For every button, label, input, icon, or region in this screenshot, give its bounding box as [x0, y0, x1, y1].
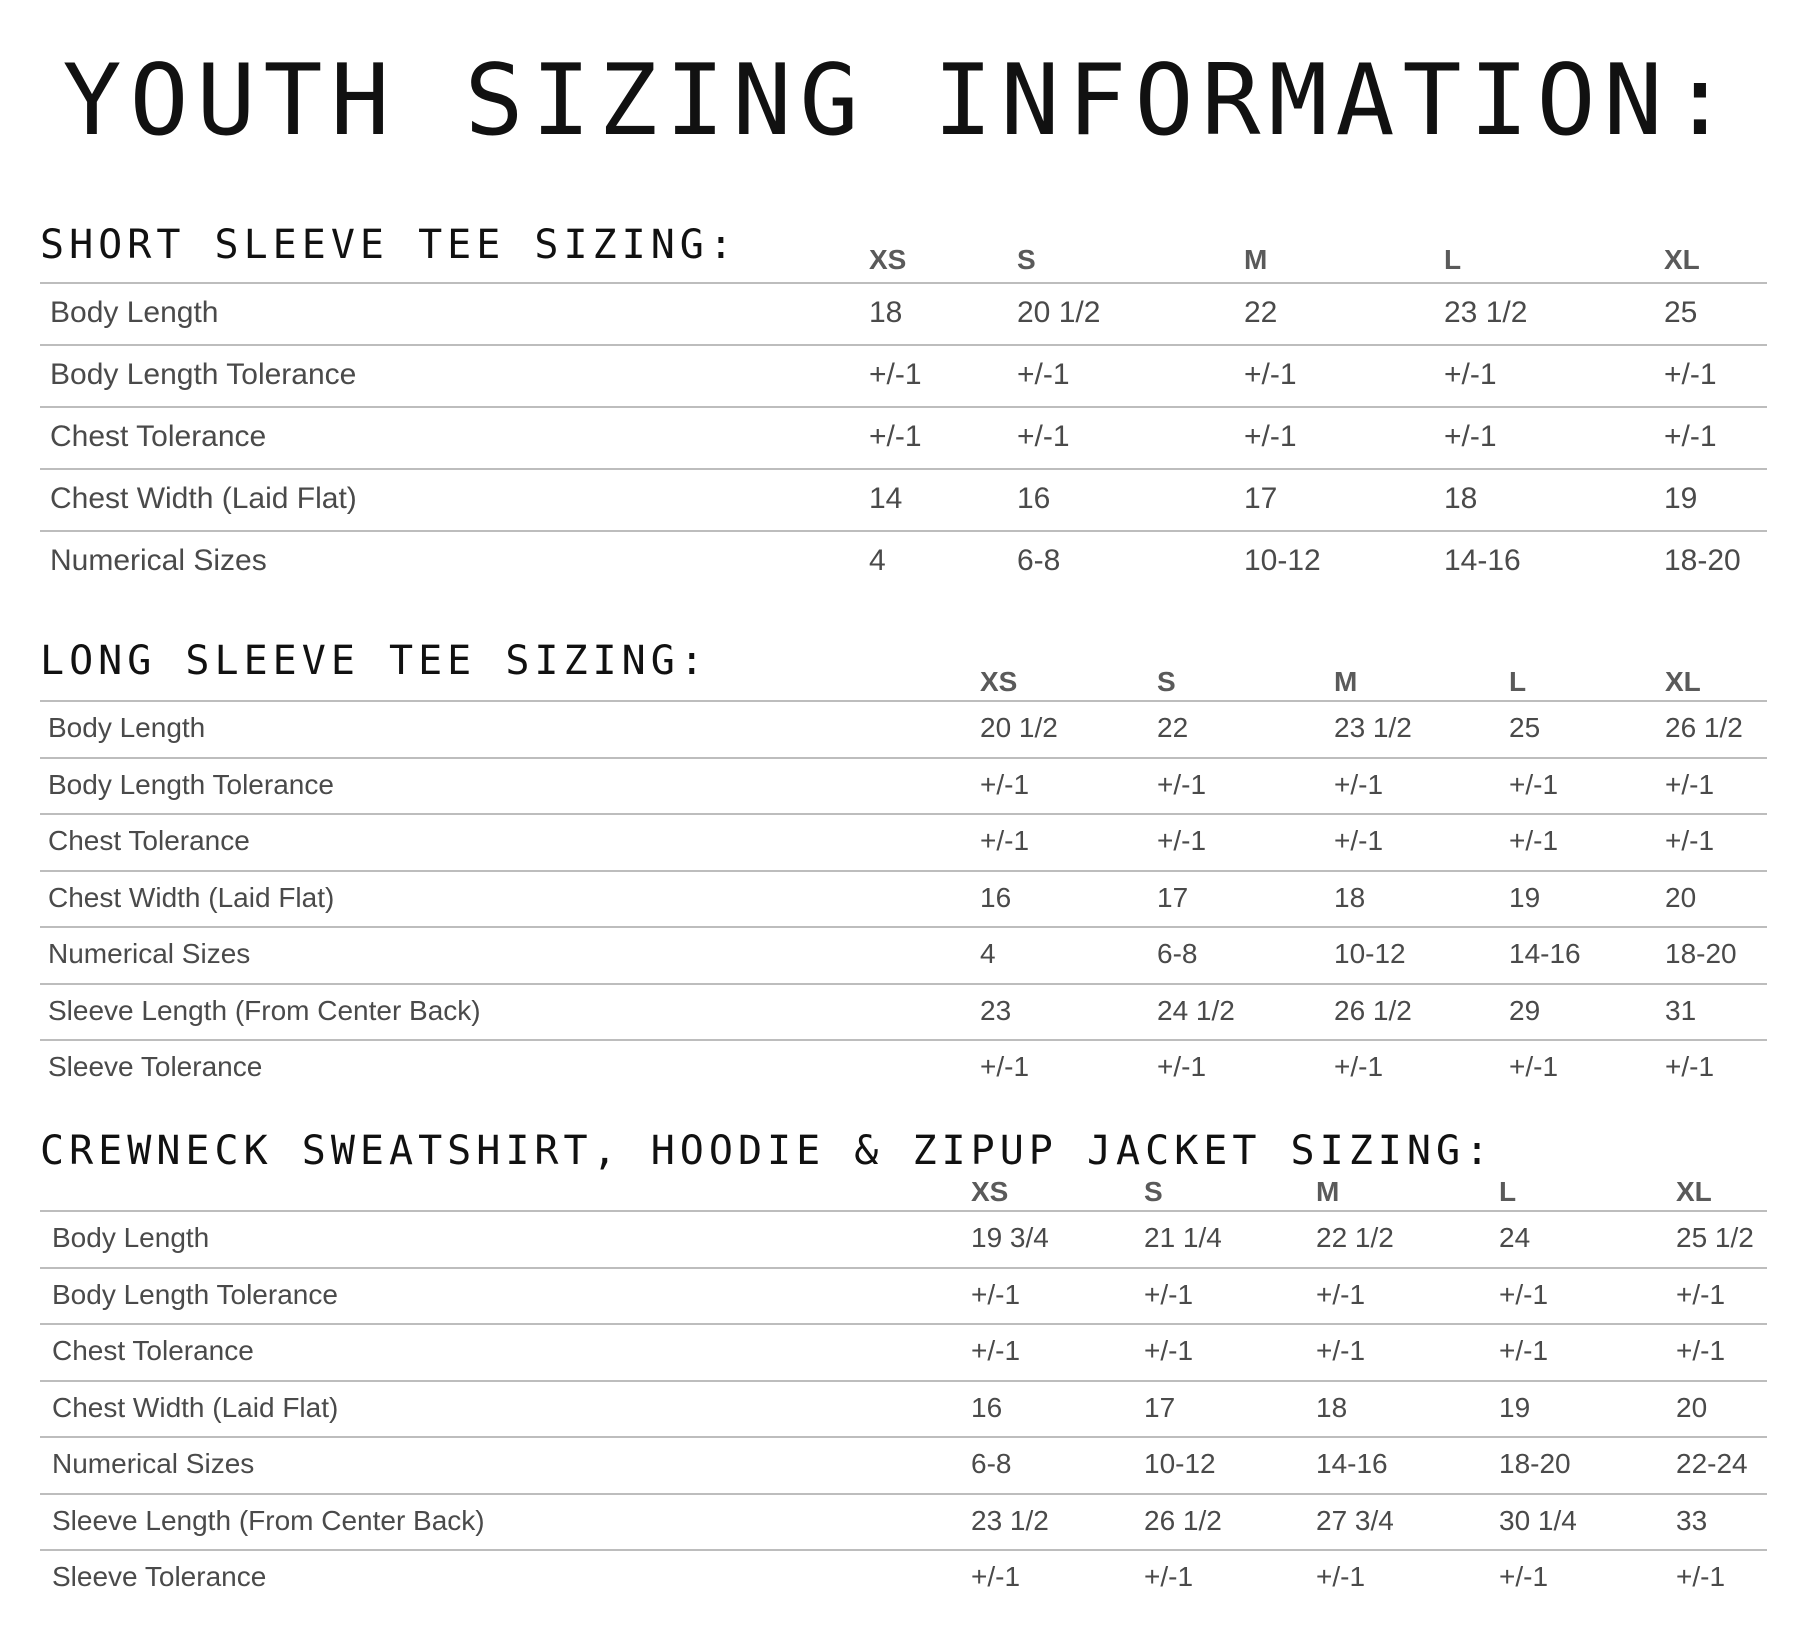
size-value-l: 19 — [1509, 881, 1541, 913]
size-value-l: +/-1 — [1499, 1561, 1549, 1592]
size-value-l: 24 — [1499, 1222, 1531, 1253]
size-value-l: +/-1 — [1444, 420, 1497, 453]
row-label: Sleeve Tolerance — [52, 1561, 267, 1592]
size-value-m: 10-12 — [1244, 544, 1321, 577]
size-value-s: 17 — [1144, 1391, 1176, 1423]
size-header-m: M — [1316, 1176, 1340, 1207]
size-value-s: +/-1 — [1017, 358, 1070, 391]
table-row — [40, 985, 1767, 1042]
table-row — [40, 872, 1767, 929]
size-value-xl: +/-1 — [1664, 358, 1717, 391]
table-row — [40, 284, 1767, 346]
row-label: Chest Tolerance — [48, 825, 250, 856]
size-value-xs: +/-1 — [980, 825, 1030, 856]
size-value-xl: +/-1 — [1665, 1051, 1715, 1082]
size-header-l: L — [1509, 666, 1527, 697]
size-value-xl: 26 1/2 — [1665, 712, 1743, 743]
long-sleeve-tee-section — [40, 636, 1767, 1106]
row-label: Chest Width (Laid Flat) — [48, 881, 335, 913]
row-label: Body Length — [48, 712, 206, 743]
size-value-xl: 19 — [1664, 482, 1698, 515]
size-value-xs: 14 — [869, 482, 903, 515]
table-row — [40, 346, 1767, 408]
row-label: Chest Width (Laid Flat) — [50, 482, 357, 515]
size-header-s: S — [1144, 1176, 1163, 1207]
row-label: Chest Tolerance — [52, 1335, 254, 1366]
size-header-m: M — [1244, 244, 1268, 275]
size-value-m: +/-1 — [1334, 1051, 1384, 1082]
size-value-l: 14-16 — [1444, 544, 1521, 577]
short-sleeve-tee-section — [40, 220, 1767, 600]
table-row — [40, 759, 1767, 816]
size-value-s: 6-8 — [1157, 938, 1198, 969]
size-value-l: +/-1 — [1509, 768, 1559, 800]
size-value-xl: 25 1/2 — [1676, 1222, 1754, 1253]
size-value-xl: 33 — [1676, 1504, 1708, 1536]
table-row — [40, 1551, 1767, 1606]
size-value-s: +/-1 — [1144, 1335, 1194, 1366]
row-label: Body Length — [52, 1222, 210, 1253]
size-value-xl: +/-1 — [1676, 1561, 1726, 1592]
size-value-xs: 6-8 — [971, 1448, 1012, 1479]
section-title: LONG SLEEVE TEE SIZING: — [40, 638, 709, 684]
size-value-l: 25 — [1509, 712, 1541, 743]
table-row — [40, 1212, 1767, 1269]
size-value-m: 14-16 — [1316, 1448, 1388, 1479]
size-value-m: +/-1 — [1316, 1561, 1366, 1592]
size-value-s: 21 1/4 — [1144, 1222, 1222, 1253]
size-header-xs: XS — [980, 666, 1018, 697]
size-value-m: 22 1/2 — [1316, 1222, 1394, 1253]
size-value-s: 10-12 — [1144, 1448, 1216, 1479]
size-value-xl: +/-1 — [1664, 420, 1717, 453]
table-row — [40, 408, 1767, 470]
size-value-m: +/-1 — [1244, 420, 1297, 453]
row-label: Sleeve Length (From Center Back) — [52, 1504, 485, 1536]
size-header-xl: XL — [1665, 666, 1701, 697]
size-header-xs: XS — [869, 244, 907, 275]
size-value-s: +/-1 — [1157, 825, 1207, 856]
size-value-xs: 20 1/2 — [980, 712, 1058, 743]
row-label: Chest Tolerance — [50, 420, 267, 453]
page-title: YOUTH SIZING INFORMATION: — [62, 44, 1738, 158]
size-value-m: 23 1/2 — [1334, 712, 1412, 743]
size-value-l: +/-1 — [1499, 1335, 1549, 1366]
size-value-xs: +/-1 — [980, 768, 1030, 800]
row-label: Sleeve Length (From Center Back) — [48, 994, 481, 1026]
size-value-m: +/-1 — [1334, 768, 1384, 800]
size-value-xl: 25 — [1664, 296, 1698, 329]
row-label: Body Length — [50, 296, 219, 329]
size-value-s: 22 — [1157, 712, 1189, 743]
size-value-l: +/-1 — [1509, 1051, 1559, 1082]
size-value-xs: +/-1 — [980, 1051, 1030, 1082]
row-label: Numerical Sizes — [52, 1448, 255, 1479]
table-row — [40, 1495, 1767, 1552]
size-value-s: +/-1 — [1144, 1278, 1194, 1310]
size-value-l: 18 — [1444, 482, 1478, 515]
size-value-xs: +/-1 — [971, 1278, 1021, 1310]
size-value-l: 30 1/4 — [1499, 1504, 1577, 1536]
size-value-l: 29 — [1509, 994, 1541, 1026]
table-row — [40, 1325, 1767, 1382]
size-value-xl: +/-1 — [1676, 1335, 1726, 1366]
crewneck-hoodie-zipup-section — [40, 1128, 1767, 1608]
table-row — [40, 815, 1767, 872]
row-label: Numerical Sizes — [50, 544, 267, 577]
size-header-l: L — [1499, 1176, 1517, 1207]
size-value-xs: 16 — [980, 881, 1012, 913]
size-value-s: 26 1/2 — [1144, 1504, 1222, 1536]
size-value-m: 10-12 — [1334, 938, 1406, 969]
size-value-m: 22 — [1244, 296, 1278, 329]
size-value-xs: +/-1 — [869, 358, 922, 391]
size-value-s: +/-1 — [1144, 1561, 1194, 1592]
size-value-m: +/-1 — [1316, 1335, 1366, 1366]
size-value-s: 6-8 — [1017, 544, 1061, 577]
size-value-m: +/-1 — [1316, 1278, 1366, 1310]
size-value-xs: 4 — [869, 544, 886, 577]
size-value-xs: +/-1 — [971, 1335, 1021, 1366]
size-value-l: 14-16 — [1509, 938, 1581, 969]
size-value-l: +/-1 — [1499, 1278, 1549, 1310]
row-label: Sleeve Tolerance — [48, 1051, 263, 1082]
row-label: Body Length Tolerance — [50, 358, 357, 391]
size-value-l: 18-20 — [1499, 1448, 1571, 1479]
size-value-xl: 18-20 — [1664, 544, 1741, 577]
table-row — [40, 702, 1767, 759]
size-header-xs: XS — [971, 1176, 1009, 1207]
size-value-s: +/-1 — [1157, 1051, 1207, 1082]
size-value-xl: +/-1 — [1665, 825, 1715, 856]
size-value-m: 17 — [1244, 482, 1278, 515]
size-value-xs: 23 1/2 — [971, 1504, 1049, 1536]
size-header-xl: XL — [1676, 1176, 1712, 1207]
size-value-xs: 4 — [980, 938, 996, 969]
size-value-xs: 18 — [869, 296, 903, 329]
row-label: Numerical Sizes — [48, 938, 251, 969]
size-value-xl: +/-1 — [1665, 768, 1715, 800]
size-value-s: 17 — [1157, 881, 1189, 913]
size-value-xs: 16 — [971, 1391, 1003, 1423]
size-value-m: 27 3/4 — [1316, 1504, 1394, 1536]
size-value-s: 20 1/2 — [1017, 296, 1101, 329]
size-header-l: L — [1444, 244, 1462, 275]
table-row — [40, 1041, 1767, 1096]
size-value-m: 18 — [1334, 881, 1366, 913]
size-value-s: +/-1 — [1157, 768, 1207, 800]
size-value-xs: 23 — [980, 994, 1012, 1026]
size-header-s: S — [1157, 666, 1176, 697]
table-row — [40, 928, 1767, 985]
size-value-m: 18 — [1316, 1391, 1348, 1423]
size-value-xs: +/-1 — [869, 420, 922, 453]
row-label: Body Length Tolerance — [48, 768, 334, 800]
size-value-l: 23 1/2 — [1444, 296, 1528, 329]
size-value-s: +/-1 — [1017, 420, 1070, 453]
size-value-l: +/-1 — [1509, 825, 1559, 856]
size-header-s: S — [1017, 244, 1036, 275]
size-value-xl: 20 — [1665, 881, 1697, 913]
section-title: SHORT SLEEVE TEE SIZING: — [40, 222, 738, 268]
table-row — [40, 1382, 1767, 1439]
size-value-m: +/-1 — [1334, 825, 1384, 856]
size-value-l: 19 — [1499, 1391, 1531, 1423]
table-row — [40, 1269, 1767, 1326]
size-header-xl: XL — [1664, 244, 1700, 275]
size-value-m: +/-1 — [1244, 358, 1297, 391]
size-value-s: 24 1/2 — [1157, 994, 1235, 1026]
size-header-m: M — [1334, 666, 1358, 697]
size-value-xl: +/-1 — [1676, 1278, 1726, 1310]
size-value-xl: 31 — [1665, 994, 1697, 1026]
size-value-xl: 18-20 — [1665, 938, 1737, 969]
size-value-xs: +/-1 — [971, 1561, 1021, 1592]
size-value-xl: 22-24 — [1676, 1448, 1748, 1479]
table-row — [40, 1438, 1767, 1495]
size-value-s: 16 — [1017, 482, 1051, 515]
size-value-m: 26 1/2 — [1334, 994, 1412, 1026]
size-value-xl: 20 — [1676, 1391, 1708, 1423]
row-label: Chest Width (Laid Flat) — [52, 1391, 339, 1423]
table-row — [40, 470, 1767, 532]
row-label: Body Length Tolerance — [52, 1278, 338, 1310]
size-value-l: +/-1 — [1444, 358, 1497, 391]
section-title: CREWNECK SWEATSHIRT, HOODIE & ZIPUP JACKET SIZING: — [40, 1128, 1495, 1174]
table-row — [40, 532, 1767, 592]
size-value-xs: 19 3/4 — [971, 1222, 1049, 1253]
